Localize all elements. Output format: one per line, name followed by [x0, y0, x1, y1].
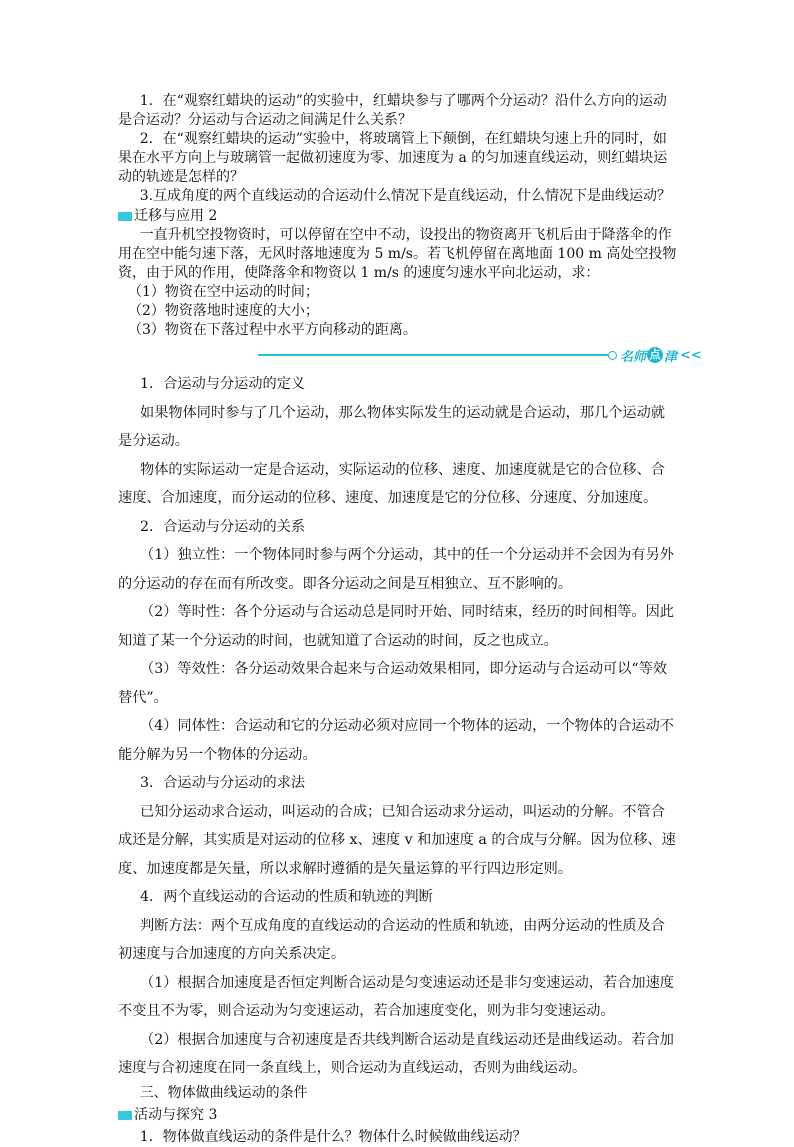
section-3-question-1: 1．物体做直线运动的条件是什么？物体什么时候做曲线运动？: [139, 1128, 527, 1145]
notes-block: [118, 370, 678, 1083]
section-3: [118, 1084, 678, 1147]
judge-rule-1: （1）根据合加速度是否恒定判断合运动是匀变速运动还是非匀变速运动，若合加速度不变且不为零，则合运动为匀变速运动，若合加速度变化，则为非匀变速运动。: [118, 974, 674, 1019]
section-3-heading: 三、物体做曲线运动的条件: [139, 1084, 308, 1101]
banner-circle-badge: 点: [647, 347, 663, 363]
question-1: 1．在“观察红蜡块的运动”的实验中，红蜡块参与了哪两个分运动？沿什么方向的运动是合运动？分运动与合运动之间满足什么关系？: [118, 93, 667, 128]
notes-para-1: 如果物体同时参与了几个运动，那么物体实际发生的运动就是合运动，那几个运动就是分运动。: [118, 404, 665, 449]
banner-arrows: <<: [680, 347, 702, 363]
transfer-heading: [118, 207, 678, 226]
notes-para-2: 物体的实际运动一定是合运动，实际运动的位移、速度、加速度就是它的合位移、合速度、合加速度，而分运动的位移、速度、加速度是它的分位移、分速度、分加速度。: [118, 461, 665, 506]
transfer-item-3: （3）物资在下落过程中水平方向移动的距离。: [128, 322, 417, 338]
document-page: [118, 92, 702, 1147]
relation-simultaneity: （2）等时性：各个分运动与合运动总是同时开始、同时结束，经历的时间相等。因此知道了某一个分运动的时间，也就知道了合运动的时间，反之也成立。: [118, 604, 674, 649]
tips-banner: [118, 344, 702, 366]
activity-title: 活动与探究 3: [134, 1106, 218, 1123]
judge-rule-2: （2）根据合加速度与合初速度是否共线判断合运动是直线运动还是曲线运动。若合加速度与合初速度在同一条直线上，则合运动为直线运动，否则为曲线运动。: [118, 1031, 674, 1076]
transfer-problem: 一直升机空投物资时，可以停留在空中不动，设投出的物资离开飞机后由于降落伞的作用在空中能匀速下落，无风时落地速度为 5 m/s。若飞机停留在离地面 100 m 高处空投物资，由于风的作用，使降落伞和物资以 1 m/s 的速度匀速水平向北运动，求：: [118, 227, 677, 281]
activity-heading: [118, 1106, 678, 1125]
notes-heading-1: 1．合运动与分运动的定义: [140, 376, 306, 392]
transfer-title: 迁移与应用 2: [134, 208, 218, 224]
transfer-item-1: （1）物资在空中运动的时间；: [128, 284, 319, 300]
section-marker-icon: [118, 1111, 132, 1120]
notes-heading-4: 4．两个直线运动的合运动的性质和轨迹的判断: [140, 889, 433, 905]
banner-text-after: 津: [664, 349, 678, 365]
relation-same-body: （4）同体性：合运动和它的分运动必须对应同一个物体的运动，一个物体的合运动不能分解为另一个物体的分运动。: [118, 718, 674, 763]
notes-para-3: 已知分运动求合运动，叫运动的合成；已知合运动求分运动，叫运动的分解。不管合成还是分解，其实质是对运动的位移 x、速度 v 和加速度 a 的合成与分解。因为位移、速度、加速度都是矢量，所以求解时遵循的是矢量运算的平行四边形定则。: [118, 803, 676, 877]
section-marker-icon: [118, 212, 132, 221]
notes-heading-3: 3．合运动与分运动的求法: [140, 775, 306, 791]
question-2: 2．在“观察红蜡块的运动”实验中，将玻璃管上下颠倒，在红蜡块匀速上升的同时，如果在水平方向上与玻璃管一起做初速度为零、加速度为 a 的匀加速直线运动，则红蜡块运动的轨迹是怎样的？: [118, 131, 668, 185]
banner-dot-icon: [608, 351, 617, 360]
banner-tag: [608, 345, 702, 365]
banner-text-before: 名师: [620, 349, 647, 365]
relation-equivalence: （3）等效性：各分运动效果合起来与合运动效果相同，即分运动与合运动可以“等效替代”。: [118, 661, 668, 706]
relation-independence: （1）独立性：一个物体同时参与两个分运动，其中的任一个分运动并不会因为有另外的分运动的存在而有所改变。即各分运动之间是互相独立、互不影响的。: [118, 547, 674, 592]
notes-para-4: 判断方法：两个互成角度的直线运动的合运动的性质和轨迹，由两分运动的性质及合初速度与合加速度的方向关系决定。: [118, 917, 665, 962]
question-block: [118, 92, 678, 340]
banner-divider: [258, 354, 608, 356]
transfer-item-2: （2）物资落地时速度的大小；: [128, 303, 319, 319]
question-3: 3.互成角度的两个直线运动的合运动什么情况下是直线运动，什么情况下是曲线运动？: [139, 188, 672, 204]
notes-heading-2: 2．合运动与分运动的关系: [140, 518, 306, 535]
